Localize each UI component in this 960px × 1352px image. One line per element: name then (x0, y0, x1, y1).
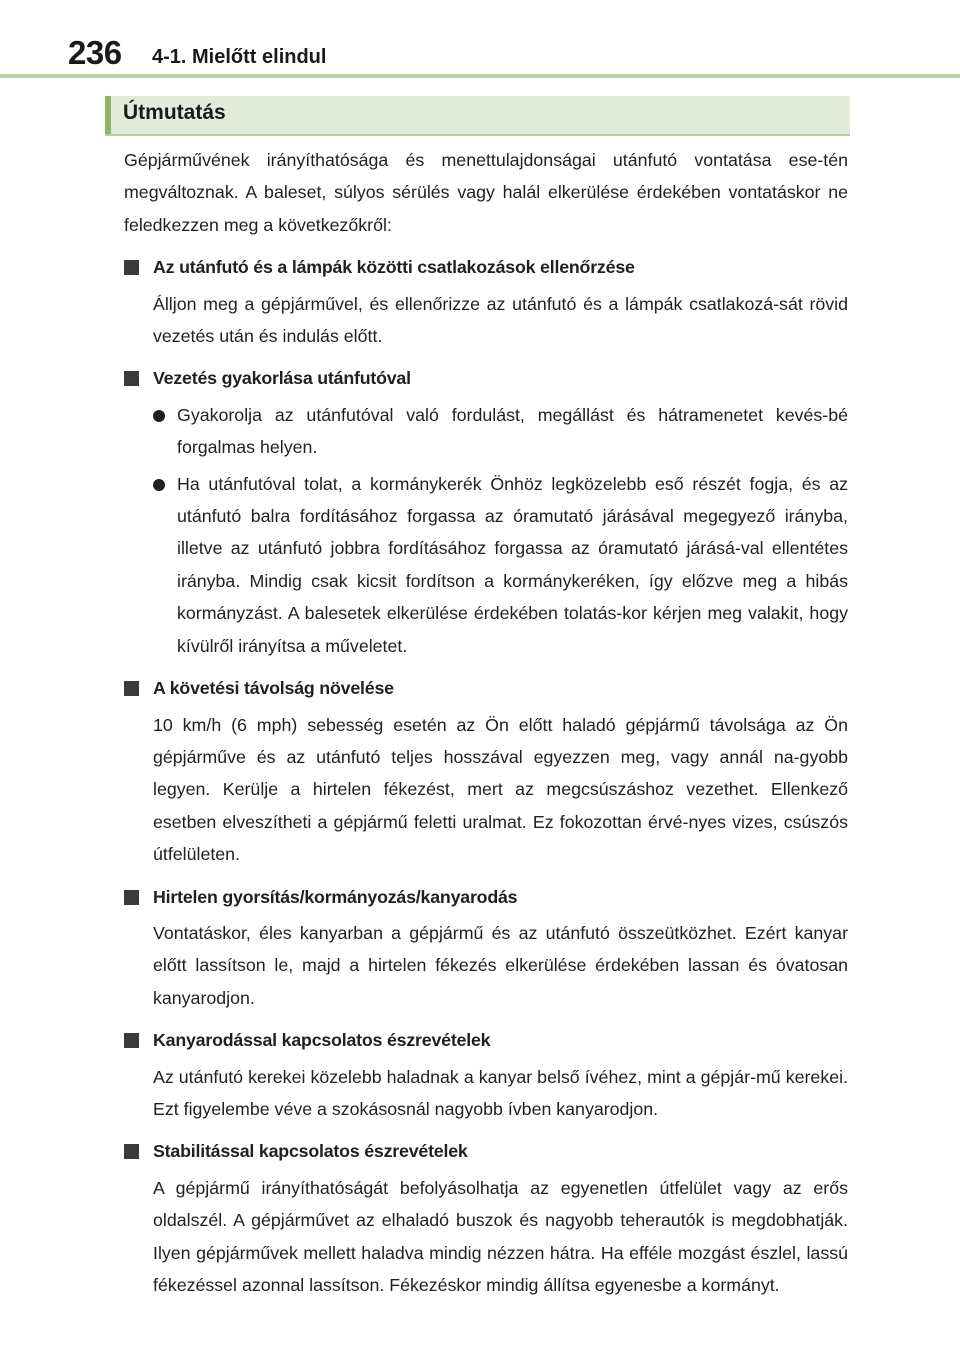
section-text: Vontatáskor, éles kanyarban a gépjármű és az utánfutó összeütközhet. Ezért kanyar előtt lassítson le, majd a hirtelen fékezés elkerülése érdekében lassan és óvatosan kanyarodjon. (153, 922, 848, 1008)
page-header (0, 0, 960, 80)
square-bullet-icon (124, 1144, 139, 1159)
section-heading: Az utánfutó és a lámpák közötti csatlakozások ellenőrzése (124, 251, 848, 283)
section-text: A gépjármű irányíthatóságát befolyásolhatja az egyenetlen útfelület vagy az erős oldalszél. A gépjárművet az elhaladó buszok és nagyobb teherautók is megdobhatják. Ilyen gépjárművek mellett haladva mindig nézzen hátra. Ha efféle mozgást észlel, lassú fékezéssel azonnal lassítson. Fékezéskor mindig állítsa egyenesbe a kormányt. (153, 1177, 848, 1295)
section-title: 4-1. Mielőtt elindul (152, 46, 327, 68)
section-text: Az utánfutó kerekei közelebb haladnak a kanyar belső ívéhez, mint a gépjár-mű kerekei. Ezt figyelembe véve a szokásosnál nagyobb ívben kanyarodjon. (153, 1066, 848, 1119)
notice-divider (105, 134, 850, 136)
header-divider (0, 74, 960, 78)
section-heading: A követési távolság növelése (124, 672, 848, 704)
square-bullet-icon (124, 1033, 139, 1048)
square-bullet-icon (124, 890, 139, 905)
notice-content (124, 144, 848, 1301)
section-heading: Vezetés gyakorlása utánfutóval (124, 362, 848, 394)
notice-title: Útmutatás (123, 101, 226, 124)
section-heading: Hirtelen gyorsítás/kormányozás/kanyarodás (124, 881, 848, 913)
section-heading: Stabilitással kapcsolatos észrevételek (124, 1135, 848, 1167)
page-number: 236 (68, 34, 122, 71)
section-text: Álljon meg a gépjárművel, és ellenőrizze az utánfutó és a lámpák csatlakozá-sát rövid vezetés után és indulás előtt. (153, 293, 848, 347)
notice-title-bar (105, 96, 850, 134)
square-bullet-icon (124, 681, 139, 696)
section-text: 10 km/h (6 mph) sebesség esetén az Ön előtt haladó gépjármű távolsága az Ön gépjárműve és az utánfutó teljes hosszával egyezzen meg, vagy annál na-gyobb legyen. Kerülje a hirtelen fékezést, mert az megcsúszáshoz vezethet. Ellenkező esetben elveszítheti a gépjármű feletti uralmat. Ez fokozottan érvé-nyes vizes, csúszós útfelületen. (153, 714, 848, 865)
section-heading: Kanyarodással kapcsolatos észrevételek (124, 1024, 848, 1056)
round-bullet-icon (153, 410, 165, 422)
square-bullet-icon (124, 260, 139, 275)
round-bullet-icon (153, 479, 165, 491)
list-item: Gyakorolja az utánfutóval való fordulást, megállást és hátramenetet kevés-bé forgalmas helyen. (124, 399, 848, 464)
notice-intro: Gépjárművének irányíthatósága és menettulajdonságai utánfutó vontatása ese-tén megváltoznak. A baleset, súlyos sérülés vagy halál elkerülése érdekében vontatáskor ne feledkezzen meg a következőkről: (124, 150, 848, 235)
square-bullet-icon (124, 371, 139, 386)
list-item: Ha utánfutóval tolat, a kormánykerék Önhöz legközelebb eső részét fogja, és az utánfutó balra fordításához forgassa az óramutató járásával megegyező irányba, illetve az utánfutó jobbra fordításához forgassa az óramutató járásá-val ellentétes irányba. Mindig csak kicsit fordítson a kormánykeréken, így előzve meg a hibás kormányzást. A balesetek elkerülése érdekében tolatás-kor kérjen meg valakit, hogy kívülről irányítsa a műveletet. (124, 468, 848, 662)
